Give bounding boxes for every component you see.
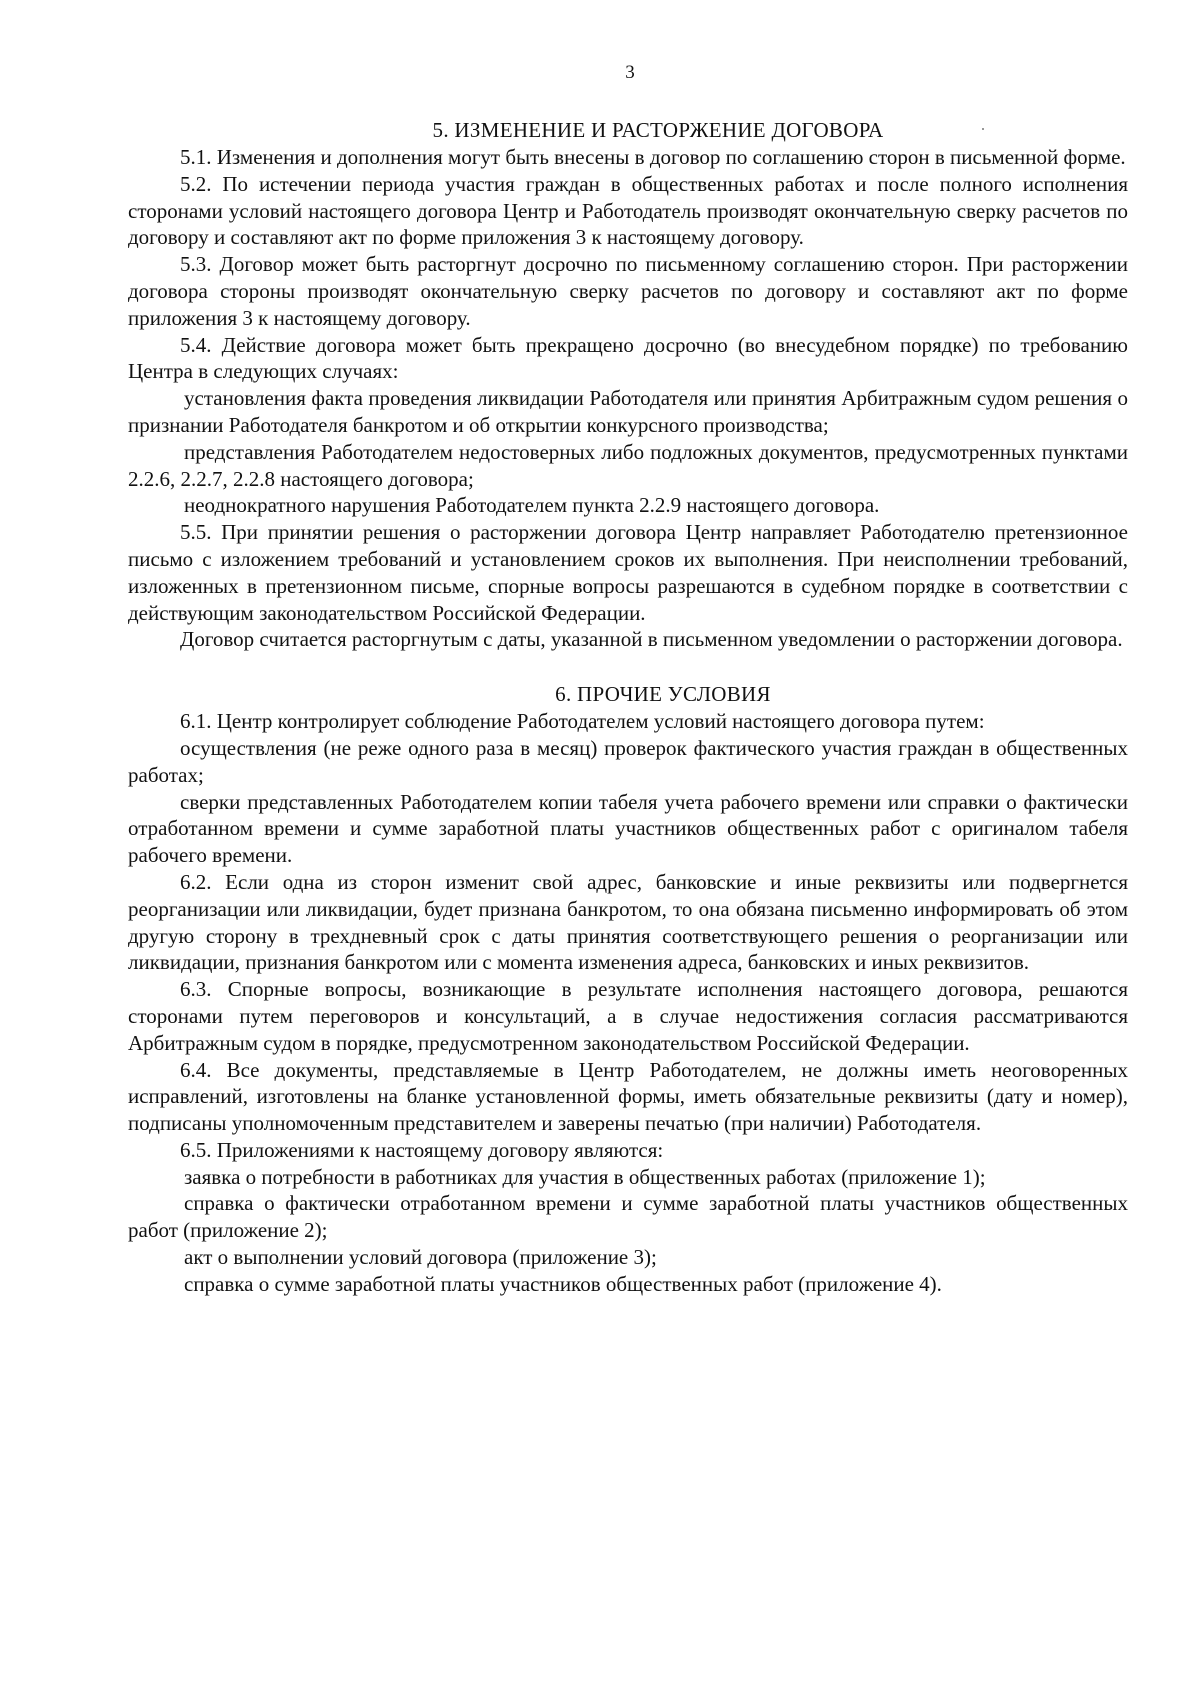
- list-item-5-4-violation: неоднократного нарушения Работодателем пункта 2.2.9 настоящего договора.: [184, 493, 880, 518]
- list-item-6-1-inspections: осуществления (не реже одного раза в месяц) проверок фактического участия граждан в общественных работах;: [128, 735, 1128, 787]
- page-number: 3: [625, 62, 635, 83]
- appendix-1-item: заявка о потребности в работниках для участия в общественных работах (приложение 1);: [184, 1164, 986, 1189]
- paragraph-5-4: 5.4. Действие договора может быть прекращено досрочно (во внесудебном порядке) по требованию Центра в следующих случаях:: [128, 332, 1128, 384]
- paragraph-6-1: 6.1. Центр контролирует соблюдение Работодателем условий настоящего договора путем:: [180, 709, 985, 734]
- section-5-heading: 5. ИЗМЕНЕНИЕ И РАСТОРЖЕНИЕ ДОГОВОРА: [432, 118, 884, 142]
- paragraph-6-5: 6.5. Приложениями к настоящему договору являются:: [180, 1137, 664, 1162]
- paragraph-6-3: 6.3. Спорные вопросы, возникающие в результате исполнения настоящего договора, решаются сторонами путем переговоров и консультаций, а в случае недостижения согласия рассматриваются Арбитражным судом в порядке, предусмотренном законодательством Российской Федерации.: [128, 977, 1128, 1055]
- paragraph-6-4: 6.4. Все документы, представляемые в Центр Работодателем, не должны иметь неоговоренных исправлений, изготовлены на бланке установленной формы, иметь обязательные реквизиты (дату и номер), подписаны уполномоченным представителем и заверены печатью (при наличии) Работодателя.: [128, 1057, 1128, 1136]
- paragraph-6-2: 6.2. Если одна из сторон изменит свой адрес, банковские и иные реквизиты или подвергнется реорганизации или ликвидации, будет признана банкротом, то она обязана письменно информировать об этом другую сторону в трехдневный срок с даты принятия соответствующего решения о реорганизации или ликвидации, признания банкротом или с момента изменения адреса, банковских и иных реквизитов.: [128, 869, 1128, 975]
- list-item-6-1-timesheet-check: сверки представленных Работодателем копии табеля учета рабочего времени или справки о фактически отработанном времени и сумме заработной платы участников общественных работ с оригиналом табеля рабочего времени.: [128, 789, 1128, 868]
- section-6-heading: 6. ПРОЧИЕ УСЛОВИЯ: [555, 682, 771, 707]
- list-item-5-4-false-documents: представления Работодателем недостоверных либо подложных документов, предусмотренных пунктами 2.2.6, 2.2.7, 2.2.8 настоящего договора;: [128, 439, 1128, 491]
- paragraph-5-2: 5.2. По истечении периода участия граждан в общественных работах и после полного исполнения сторонами условий настоящего договора Центр и Работодатель производят окончательную сверку расчетов по договору и составляют акт по форме приложения 3 к настоящему договору.: [128, 171, 1128, 250]
- appendix-4-item: справка о сумме заработной платы участников общественных работ (приложение 4).: [184, 1271, 942, 1296]
- document-body: [128, 116, 1128, 1298]
- appendix-2-item: справка о фактически отработанном времени и сумме заработной платы участников общественных работ (приложение 2);: [128, 1191, 1128, 1243]
- paragraph-5-1: 5.1. Изменения и дополнения могут быть внесены в договор по соглашению сторон в письменной форме.: [180, 145, 1126, 169]
- paragraph-5-5: 5.5. При принятии решения о расторжении договора Центр направляет Работодателю претензионное письмо с изложением требований и установлением сроков их выполнения. При неисполнении требований, изложенных в претензионном письме, спорные вопросы разрешаются в судебном порядке в соответствии с действующим законодательством Российской Федерации.: [128, 520, 1128, 625]
- appendix-3-item: акт о выполнении условий договора (приложение 3);: [184, 1245, 657, 1270]
- list-item-5-4-liquidation: установления факта проведения ликвидации Работодателя или принятия Арбитражным судом решения о признании Работодателя банкротом и об открытии конкурсного производства;: [128, 386, 1128, 437]
- paragraph-5-3: 5.3. Договор может быть расторгнут досрочно по письменному соглашению сторон. При расторжении договора стороны производят окончательную сверку расчетов по договору и составляют акт по форме приложения 3 к настоящему договору.: [128, 252, 1128, 330]
- paragraph-5-termination-date: Договор считается расторгнутым с даты, указанной в письменном уведомлении о расторжении договора.: [180, 627, 1123, 652]
